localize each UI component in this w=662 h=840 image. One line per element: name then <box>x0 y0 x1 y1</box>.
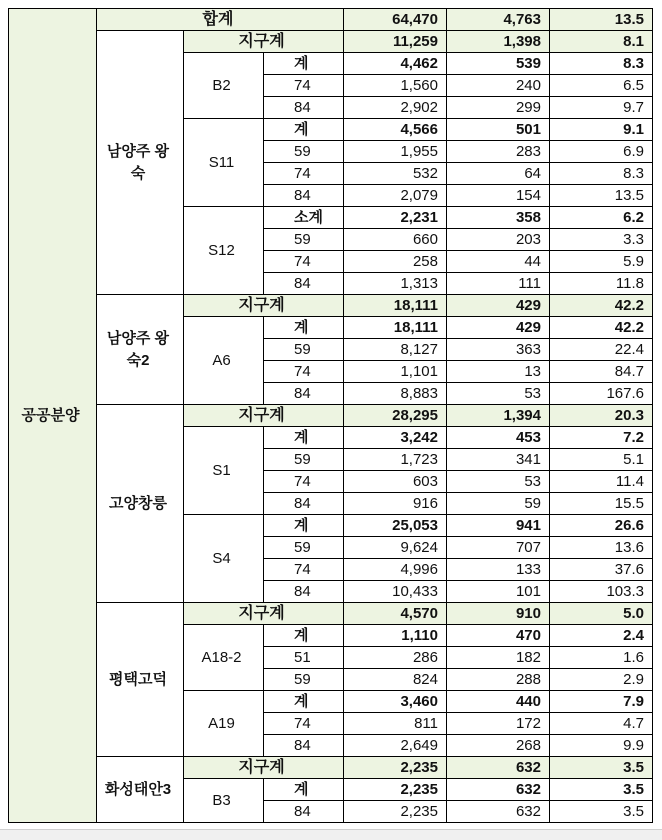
value-2-cell[interactable]: 59 <box>447 493 550 515</box>
unit-type-cell[interactable]: 59 <box>264 537 344 559</box>
value-2-cell[interactable]: 941 <box>447 515 550 537</box>
value-3-cell[interactable]: 167.6 <box>550 383 653 405</box>
unit-type-cell[interactable]: 계 <box>264 779 344 801</box>
district-name-cell[interactable]: 고양창릉 <box>97 405 184 603</box>
value-3-cell[interactable]: 3.5 <box>550 801 653 823</box>
value-3-cell[interactable]: 1.6 <box>550 647 653 669</box>
value-2-cell[interactable]: 341 <box>447 449 550 471</box>
value-2-cell[interactable]: 440 <box>447 691 550 713</box>
block-name-cell[interactable]: S4 <box>184 515 264 603</box>
value-2-cell[interactable]: 13 <box>447 361 550 383</box>
district-subtotal-label-cell[interactable]: 지구계 <box>184 603 344 625</box>
district-total-row <box>9 405 653 427</box>
value-3-cell[interactable]: 9.7 <box>550 97 653 119</box>
unit-type-cell[interactable]: 계 <box>264 53 344 75</box>
value-1-cell[interactable]: 1,110 <box>344 625 447 647</box>
unit-type-cell[interactable]: 74 <box>264 251 344 273</box>
value-3-cell[interactable]: 8.3 <box>550 53 653 75</box>
value-1-cell[interactable]: 25,053 <box>344 515 447 537</box>
value-1-cell[interactable]: 4,996 <box>344 559 447 581</box>
value-1-cell[interactable]: 1,955 <box>344 141 447 163</box>
value-3-cell[interactable]: 5.1 <box>550 449 653 471</box>
value-1-cell[interactable]: 2,235 <box>344 779 447 801</box>
value-2-cell[interactable]: 203 <box>447 229 550 251</box>
value-2-cell[interactable]: 363 <box>447 339 550 361</box>
category-cell[interactable]: 공공분양 <box>9 9 97 823</box>
block-name-cell[interactable]: S1 <box>184 427 264 515</box>
value-1-cell[interactable]: 10,433 <box>344 581 447 603</box>
value-1-cell[interactable]: 258 <box>344 251 447 273</box>
district-total-value-3-cell[interactable]: 20.3 <box>550 405 653 427</box>
unit-type-cell[interactable]: 74 <box>264 75 344 97</box>
unit-type-cell[interactable]: 계 <box>264 427 344 449</box>
unit-type-cell[interactable]: 59 <box>264 141 344 163</box>
unit-type-cell[interactable]: 59 <box>264 449 344 471</box>
value-1-cell[interactable]: 824 <box>344 669 447 691</box>
sheet-bottom-scroll-area <box>0 829 662 840</box>
district-total-row <box>9 295 653 317</box>
value-1-cell[interactable]: 286 <box>344 647 447 669</box>
value-2-cell[interactable]: 707 <box>447 537 550 559</box>
value-1-cell[interactable]: 8,127 <box>344 339 447 361</box>
spreadsheet-table-container <box>8 8 653 823</box>
value-3-cell[interactable]: 15.5 <box>550 493 653 515</box>
district-name-cell[interactable]: 남양주 왕숙2 <box>97 295 184 405</box>
value-2-cell[interactable]: 268 <box>447 735 550 757</box>
value-3-cell[interactable]: 4.7 <box>550 713 653 735</box>
value-3-cell[interactable]: 42.2 <box>550 317 653 339</box>
district-subtotal-label-cell[interactable]: 지구계 <box>184 31 344 53</box>
value-3-cell[interactable]: 8.3 <box>550 163 653 185</box>
unit-type-cell[interactable]: 소계 <box>264 207 344 229</box>
value-1-cell[interactable]: 916 <box>344 493 447 515</box>
subscription-table <box>8 8 653 823</box>
value-3-cell[interactable]: 84.7 <box>550 361 653 383</box>
block-name-cell[interactable]: B3 <box>184 779 264 823</box>
unit-type-cell[interactable]: 74 <box>264 361 344 383</box>
value-2-cell[interactable]: 429 <box>447 317 550 339</box>
value-3-cell[interactable]: 13.5 <box>550 185 653 207</box>
value-3-cell[interactable]: 5.9 <box>550 251 653 273</box>
value-2-cell[interactable]: 632 <box>447 779 550 801</box>
unit-type-cell[interactable]: 84 <box>264 493 344 515</box>
value-3-cell[interactable]: 7.2 <box>550 427 653 449</box>
district-subtotal-label-cell[interactable]: 지구계 <box>184 757 344 779</box>
value-2-cell[interactable]: 154 <box>447 185 550 207</box>
unit-type-cell[interactable]: 74 <box>264 163 344 185</box>
unit-type-cell[interactable]: 51 <box>264 647 344 669</box>
district-name-cell[interactable]: 평택고덕 <box>97 603 184 757</box>
district-total-value-2-cell[interactable]: 632 <box>447 757 550 779</box>
value-3-cell[interactable]: 2.9 <box>550 669 653 691</box>
unit-type-cell[interactable]: 74 <box>264 713 344 735</box>
value-1-cell[interactable]: 1,560 <box>344 75 447 97</box>
district-total-row <box>9 757 653 779</box>
value-3-cell[interactable]: 11.4 <box>550 471 653 493</box>
value-2-cell[interactable]: 111 <box>447 273 550 295</box>
block-name-cell[interactable]: A18-2 <box>184 625 264 691</box>
district-total-value-1-cell[interactable]: 18,111 <box>344 295 447 317</box>
district-total-value-2-cell[interactable]: 429 <box>447 295 550 317</box>
district-total-value-2-cell[interactable]: 1,398 <box>447 31 550 53</box>
value-3-cell[interactable]: 3.5 <box>550 779 653 801</box>
value-1-cell[interactable]: 1,101 <box>344 361 447 383</box>
district-total-value-3-cell[interactable]: 3.5 <box>550 757 653 779</box>
unit-type-cell[interactable]: 59 <box>264 669 344 691</box>
district-total-value-1-cell[interactable]: 28,295 <box>344 405 447 427</box>
value-3-cell[interactable]: 13.6 <box>550 537 653 559</box>
district-total-value-3-cell[interactable]: 42.2 <box>550 295 653 317</box>
unit-type-cell[interactable]: 84 <box>264 801 344 823</box>
value-1-cell[interactable]: 4,566 <box>344 119 447 141</box>
total-value-2-cell[interactable]: 4,763 <box>447 9 550 31</box>
unit-type-cell[interactable]: 계 <box>264 515 344 537</box>
unit-type-cell[interactable]: 84 <box>264 97 344 119</box>
district-total-row <box>9 603 653 625</box>
value-1-cell[interactable]: 2,649 <box>344 735 447 757</box>
block-name-cell[interactable]: S12 <box>184 207 264 295</box>
total-label-cell[interactable]: 합계 <box>97 9 344 31</box>
value-3-cell[interactable]: 9.9 <box>550 735 653 757</box>
district-total-value-3-cell[interactable]: 8.1 <box>550 31 653 53</box>
value-2-cell[interactable]: 53 <box>447 383 550 405</box>
value-1-cell[interactable]: 3,460 <box>344 691 447 713</box>
district-subtotal-label-cell[interactable]: 지구계 <box>184 405 344 427</box>
value-2-cell[interactable]: 288 <box>447 669 550 691</box>
unit-type-cell[interactable]: 59 <box>264 339 344 361</box>
value-2-cell[interactable]: 182 <box>447 647 550 669</box>
value-2-cell[interactable]: 539 <box>447 53 550 75</box>
value-1-cell[interactable]: 9,624 <box>344 537 447 559</box>
value-1-cell[interactable]: 4,462 <box>344 53 447 75</box>
district-total-value-2-cell[interactable]: 910 <box>447 603 550 625</box>
value-3-cell[interactable]: 26.6 <box>550 515 653 537</box>
unit-type-cell[interactable]: 74 <box>264 559 344 581</box>
value-2-cell[interactable]: 172 <box>447 713 550 735</box>
district-total-row <box>9 31 653 53</box>
value-2-cell[interactable]: 133 <box>447 559 550 581</box>
value-1-cell[interactable]: 18,111 <box>344 317 447 339</box>
block-name-cell[interactable]: A6 <box>184 317 264 405</box>
value-2-cell[interactable]: 53 <box>447 471 550 493</box>
total-value-1-cell[interactable]: 64,470 <box>344 9 447 31</box>
district-name-cell[interactable]: 화성태안3 <box>97 757 184 823</box>
unit-type-cell[interactable]: 84 <box>264 273 344 295</box>
value-1-cell[interactable]: 1,313 <box>344 273 447 295</box>
unit-type-cell[interactable]: 84 <box>264 383 344 405</box>
value-3-cell[interactable]: 6.9 <box>550 141 653 163</box>
unit-type-cell[interactable]: 59 <box>264 229 344 251</box>
value-2-cell[interactable]: 501 <box>447 119 550 141</box>
value-2-cell[interactable]: 453 <box>447 427 550 449</box>
unit-type-cell[interactable]: 84 <box>264 735 344 757</box>
value-2-cell[interactable]: 283 <box>447 141 550 163</box>
value-2-cell[interactable]: 240 <box>447 75 550 97</box>
value-3-cell[interactable]: 6.5 <box>550 75 653 97</box>
value-1-cell[interactable]: 8,883 <box>344 383 447 405</box>
unit-type-cell[interactable]: 74 <box>264 471 344 493</box>
unit-type-cell[interactable]: 계 <box>264 317 344 339</box>
block-name-cell[interactable]: B2 <box>184 53 264 119</box>
district-name-cell[interactable]: 남양주 왕숙 <box>97 31 184 295</box>
value-3-cell[interactable]: 37.6 <box>550 559 653 581</box>
unit-type-cell[interactable]: 84 <box>264 581 344 603</box>
value-3-cell[interactable]: 2.4 <box>550 625 653 647</box>
district-total-value-1-cell[interactable]: 2,235 <box>344 757 447 779</box>
value-3-cell[interactable]: 7.9 <box>550 691 653 713</box>
unit-type-cell[interactable]: 계 <box>264 119 344 141</box>
district-total-value-2-cell[interactable]: 1,394 <box>447 405 550 427</box>
value-1-cell[interactable]: 811 <box>344 713 447 735</box>
value-2-cell[interactable]: 101 <box>447 581 550 603</box>
value-1-cell[interactable]: 660 <box>344 229 447 251</box>
unit-type-cell[interactable]: 계 <box>264 691 344 713</box>
value-2-cell[interactable]: 632 <box>447 801 550 823</box>
district-total-value-3-cell[interactable]: 5.0 <box>550 603 653 625</box>
value-1-cell[interactable]: 2,902 <box>344 97 447 119</box>
value-1-cell[interactable]: 532 <box>344 163 447 185</box>
total-row <box>9 9 653 31</box>
value-3-cell[interactable]: 11.8 <box>550 273 653 295</box>
block-name-cell[interactable]: A19 <box>184 691 264 757</box>
district-total-value-1-cell[interactable]: 4,570 <box>344 603 447 625</box>
value-3-cell[interactable]: 103.3 <box>550 581 653 603</box>
value-1-cell[interactable]: 3,242 <box>344 427 447 449</box>
value-3-cell[interactable]: 3.3 <box>550 229 653 251</box>
value-2-cell[interactable]: 299 <box>447 97 550 119</box>
value-2-cell[interactable]: 44 <box>447 251 550 273</box>
value-3-cell[interactable]: 22.4 <box>550 339 653 361</box>
value-1-cell[interactable]: 2,231 <box>344 207 447 229</box>
value-2-cell[interactable]: 470 <box>447 625 550 647</box>
value-1-cell[interactable]: 1,723 <box>344 449 447 471</box>
unit-type-cell[interactable]: 계 <box>264 625 344 647</box>
value-1-cell[interactable]: 603 <box>344 471 447 493</box>
district-subtotal-label-cell[interactable]: 지구계 <box>184 295 344 317</box>
block-name-cell[interactable]: S11 <box>184 119 264 207</box>
value-2-cell[interactable]: 64 <box>447 163 550 185</box>
value-3-cell[interactable]: 6.2 <box>550 207 653 229</box>
district-total-value-1-cell[interactable]: 11,259 <box>344 31 447 53</box>
value-1-cell[interactable]: 2,235 <box>344 801 447 823</box>
value-1-cell[interactable]: 2,079 <box>344 185 447 207</box>
value-2-cell[interactable]: 358 <box>447 207 550 229</box>
value-3-cell[interactable]: 9.1 <box>550 119 653 141</box>
total-value-3-cell[interactable]: 13.5 <box>550 9 653 31</box>
unit-type-cell[interactable]: 84 <box>264 185 344 207</box>
